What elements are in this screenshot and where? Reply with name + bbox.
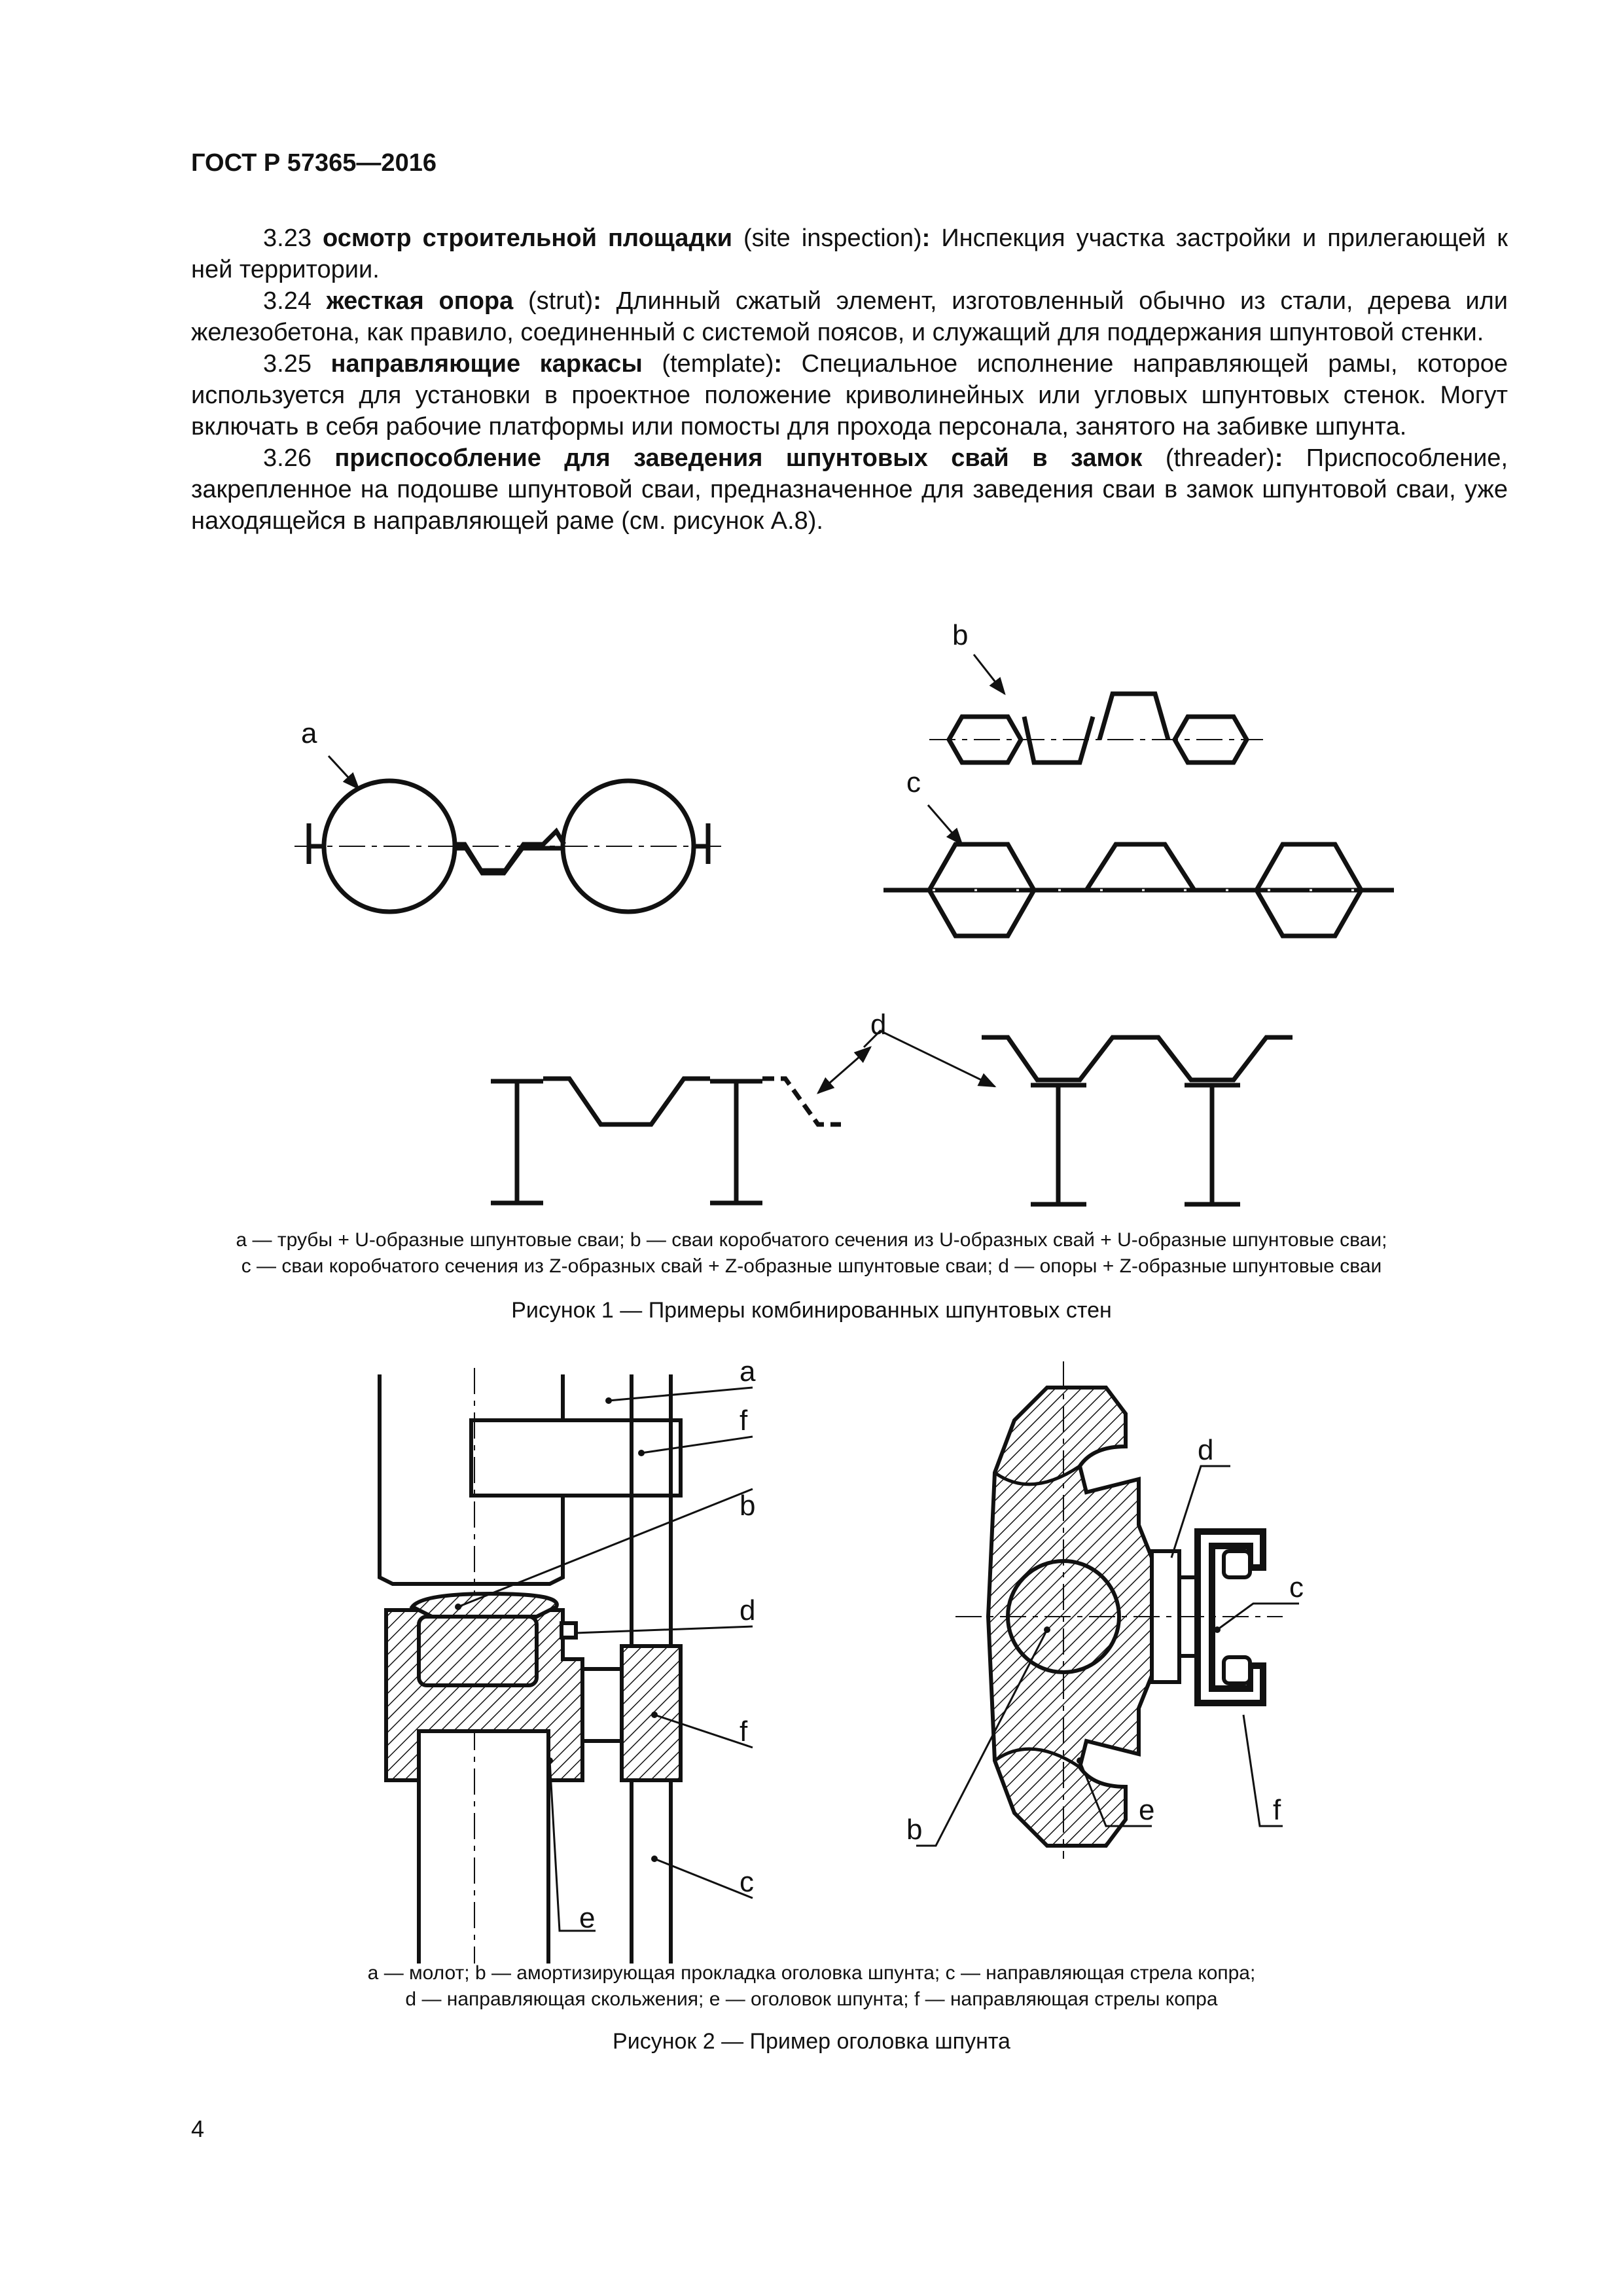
figure-1-label-c: c [906,766,921,798]
figure-2-side-label-b: b [740,1490,756,1522]
figure-1-d-struts-z-piles [491,1031,1293,1204]
definition-number: 3.26 [263,444,312,472]
definition-term: осмотр строительной площадки [323,224,732,252]
figure-2-caption [0,1960,1623,2013]
definition-text: Специальное исполнение направляющей рамы, которое используется для установки в проектное положение криволинейных или угловых шпунтовых стенок. Могут включать в себя рабочие платформы или помосты для прохода персонала, занятого на забивке шпунта. [191,350,1508,440]
figure-2-side-label-e: e [579,1902,596,1934]
definition-english: (strut) [513,287,594,315]
figure-2-plan-label-f: f [1273,1794,1281,1826]
figure-1-caption [0,1227,1623,1280]
colon: : [1274,444,1283,472]
figure-2-caption-line-1: a — молот; b — амортизирующая прокладка оголовка шпунта; c — направляющая стрела копра; [367,1962,1256,1984]
definition-number: 3.23 [263,224,312,252]
definition-text: Инспекция участка застройки и прилегающей к ней территории. [191,224,1508,283]
page-number: 4 [191,2115,205,2142]
definition-english: (site inspection) [732,224,922,252]
figure-1-c-box-z-piles [883,805,1394,936]
figure-1-caption-line-1: a — трубы + U-образные шпунтовые сваи; b — сваи коробчатого сечения из U-образных свай + U-образные шпунтовые сваи; [236,1229,1387,1251]
figure-2-side-label-f-lower: f [740,1715,748,1748]
definition-english: (template) [642,350,774,378]
figure-2-side-label-c: c [740,1866,754,1898]
definition-term: жесткая опора [326,287,514,315]
figure-2-side-view [380,1368,756,1964]
colon: : [593,287,601,315]
colon: : [921,224,931,252]
figure-1-label-b: b [952,619,969,651]
definition-text: Длинный сжатый элемент, изготовленный обычно из стали, дерева или железобетона, как правило, соединенный с системой поясов, и служащий для поддержания шпунтовой стенки. [191,287,1508,346]
figure-1-title: Рисунок 1 — Примеры комбинированных шпунтовых стен [511,1298,1112,1323]
definition-term: направляющие каркасы [330,350,643,378]
figure-2-side-label-a: a [740,1355,756,1388]
colon: : [774,350,783,378]
figure-2-plan-label-e: e [1139,1794,1155,1826]
figure-1-label-d: d [870,1009,887,1041]
document-header: ГОСТ Р 57365—2016 [191,149,437,177]
definition-english: (threader) [1142,444,1275,472]
definition-term: приспособление для заведения шпунтовых свай в замок [334,444,1143,472]
definition-text: Приспособление, закрепленное на подошве шпунтовой сваи, предназначенное для заведения сваи в замок шпунтовой сваи, уже находящейся в направляющей раме (см. рисунок А.8). [191,444,1508,535]
figure-1-caption-line-2: c — сваи коробчатого сечения из Z-образных свай + Z-образные шпунтовые сваи; d — опоры + Z-образные шпунтовые сваи [241,1255,1382,1277]
figure-2-plan-view [916,1361,1299,1859]
figure-2-drawing [0,1342,1623,1964]
figure-2-plan-label-d: d [1198,1434,1214,1466]
figure-2-caption-line-2: d — направляющая скольжения; e — оголовок шпунта; f — направляющая стрелы копра [405,1988,1218,2010]
figure-2-title: Рисунок 2 — Пример оголовка шпунта [613,2029,1010,2054]
figure-2-side-label-d: d [740,1594,756,1626]
definition-number: 3.24 [263,287,312,315]
figure-2-plan-label-c: c [1289,1571,1304,1604]
definition-number: 3.25 [263,350,312,378]
figure-2-plan-label-b: b [906,1814,923,1846]
figure-1-a-pipes-u-piles [294,756,726,912]
figure-1-b-box-u-piles [929,655,1263,762]
figure-2-side-label-f-upper: f [740,1405,748,1437]
figure-1-label-a: a [301,717,317,749]
